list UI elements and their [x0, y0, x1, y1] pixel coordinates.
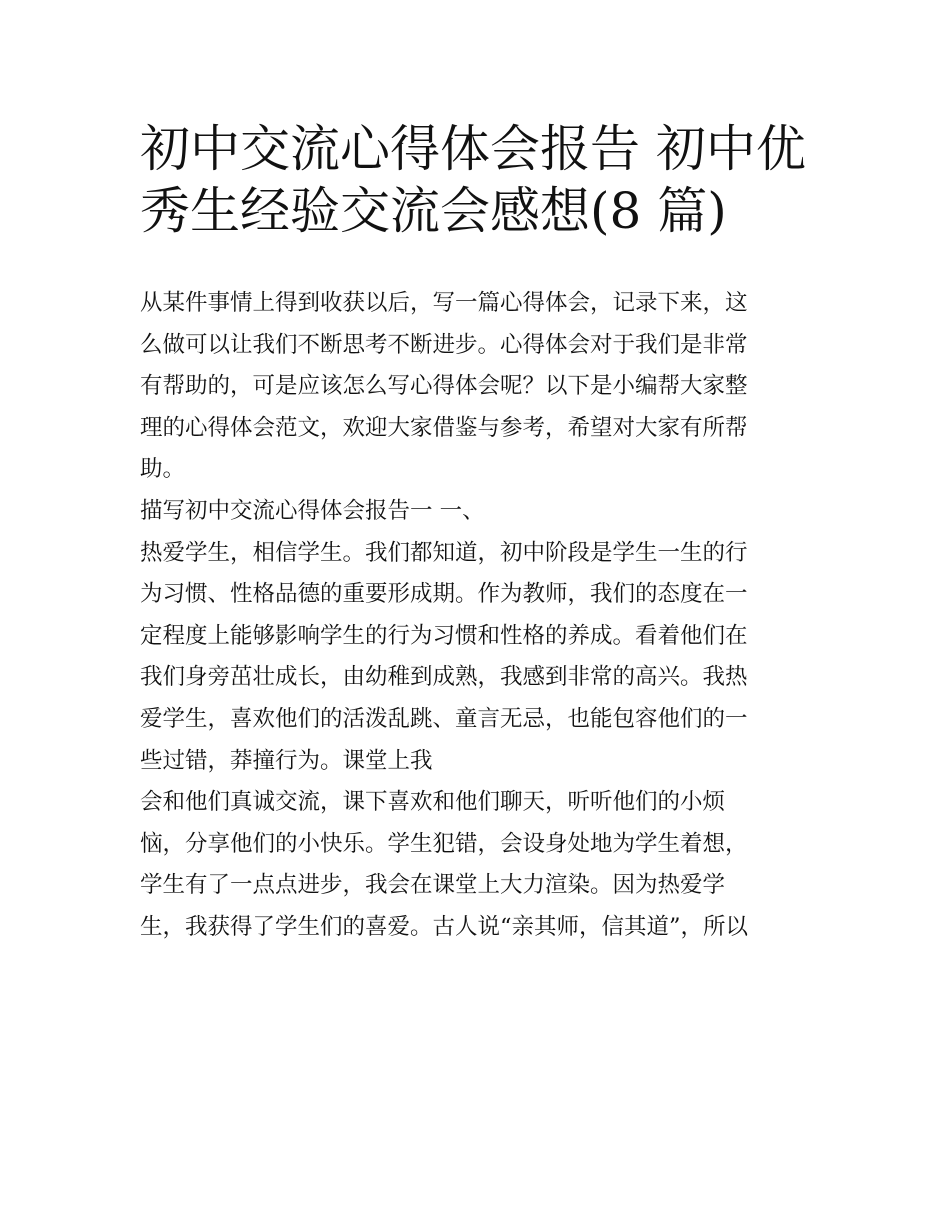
body-line: 理的心得体会范文，欢迎大家借鉴与参考，希望对大家有所帮 [140, 414, 748, 441]
body-line: 学生有了一点点进步，我会在课堂上大力渲染。因为热爱学 [140, 872, 726, 899]
body-line: 恼，分享他们的小快乐。学生犯错，会设身处地为学生着想， [140, 830, 748, 857]
body-line: 么做可以让我们不断思考不断进步。心得体会对于我们是非常 [140, 331, 748, 358]
body-line: 些过错，莽撞行为。课堂上我 [140, 747, 433, 774]
document-title [140, 118, 820, 242]
body-line: 我们身旁茁壮成长，由幼稚到成熟，我感到非常的高兴。我热 [140, 664, 748, 691]
body-line: 会和他们真诚交流，课下喜欢和他们聊天，听听他们的小烦 [140, 789, 726, 816]
body-line: 热爱学生，相信学生。我们都知道，初中阶段是学生一生的行 [140, 539, 748, 566]
body-line: 从某件事情上得到收获以后，写一篇心得体会，记录下来，这 [140, 290, 748, 316]
body-line: 爱学生，喜欢他们的活泼乱跳、童言无忌，也能包容他们的一 [140, 705, 748, 732]
title-line: 秀生经验交流会感想(8 篇) [140, 182, 727, 240]
body-line: 为习惯、性格品德的重要形成期。作为教师，我们的态度在一 [140, 581, 748, 608]
body-line: 助。 [140, 456, 186, 483]
document-body [140, 283, 812, 949]
body-line: 定程度上能够影响学生的行为习惯和性格的养成。看着他们在 [140, 622, 748, 649]
body-line: 有帮助的，可是应该怎么写心得体会呢？以下是小编帮大家整 [140, 373, 748, 400]
title-line: 初中交流心得体会报告 初中优 [140, 120, 806, 178]
section-heading: 描写初中交流心得体会报告一 一、 [140, 497, 485, 524]
body-line: 生，我获得了学生们的喜爱。古人说“亲其师，信其道”，所以 [140, 913, 749, 940]
